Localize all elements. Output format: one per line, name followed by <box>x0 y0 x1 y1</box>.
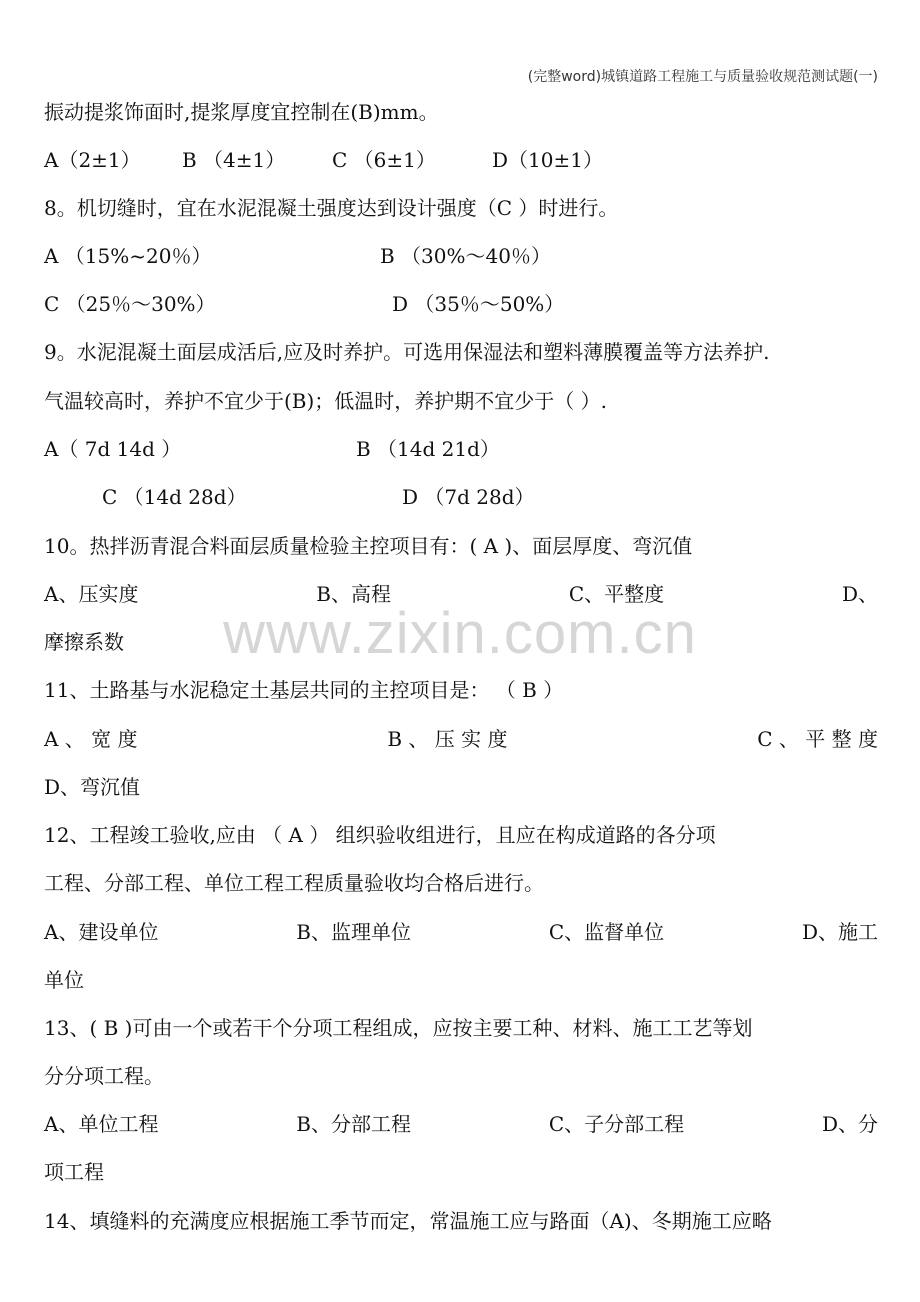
question-line: 12、工程竣工验收,应由 （ A ） 组织验收组进行，且应在构成道路的各分项 <box>44 823 716 847</box>
option-a: A （15%~20％） <box>44 244 212 268</box>
option-c: C 、 平 整 度 <box>757 727 878 751</box>
question-line: 项工程 <box>44 1160 104 1184</box>
option-c: C （6±1） <box>332 148 436 172</box>
option-b: B、分部工程 <box>296 1112 411 1136</box>
question-line: 8。机切缝时，宜在水泥混凝土强度达到设计强度（C ）时进行。 <box>44 196 619 220</box>
option-c: C （14d 28d） <box>102 485 247 509</box>
option-a: A 、 宽 度 <box>44 727 138 751</box>
question-line: 14、填缝料的充满度应根据施工季节而定，常温施工应与路面（A)、冬期施工应略 <box>44 1209 772 1233</box>
option-c: C、子分部工程 <box>548 1112 685 1136</box>
option-a: A、建设单位 <box>44 920 159 944</box>
question-line: 摩擦系数 <box>44 630 124 654</box>
option-b: B （30%～40％） <box>380 244 551 268</box>
question-line: 工程、分部工程、单位工程工程质量验收均合格后进行。 <box>44 871 544 895</box>
option-a: A（ 7d 14d ） <box>44 437 182 461</box>
option-d: D、 <box>841 582 878 606</box>
option-b: B、高程 <box>316 582 391 606</box>
option-a: A、单位工程 <box>44 1112 159 1136</box>
option-d: D （35％～50%） <box>392 292 565 316</box>
option-a: A（2±1） <box>44 148 141 172</box>
question-line: 气温较高时，养护不宜少于(B)；低温时，养护期不宜少于（ ）. <box>44 389 608 413</box>
option-d: D、施工 <box>801 920 878 944</box>
option-a: A、压实度 <box>44 582 139 606</box>
options-row <box>44 727 878 751</box>
option-d: D、分 <box>821 1112 878 1136</box>
question-line: 10。热拌沥青混合料面层质量检验主控项目有：( A )、面层厚度、弯沉值 <box>44 534 693 558</box>
question-line: 13、( B )可由一个或若干个分项工程组成，应按主要工种、材料、施工工艺等划 <box>44 1016 753 1040</box>
document-header: (完整word)城镇道路工程施工与质量验收规范测试题(一) <box>527 69 878 85</box>
option-d: D（10±1） <box>492 148 603 172</box>
question-line: D、弯沉值 <box>44 775 141 799</box>
watermark: www.zixin.com.cn <box>223 601 697 666</box>
question-line: 11、土路基与水泥稳定土基层共同的主控项目是： （ B ） <box>44 678 564 702</box>
options-row <box>44 920 878 944</box>
option-c: C （25％～30%） <box>44 292 216 316</box>
option-b: B、监理单位 <box>296 920 411 944</box>
option-c: C、监督单位 <box>548 920 665 944</box>
question-line: 单位 <box>44 968 84 992</box>
question-line: 振动提浆饰面时,提浆厚度宜控制在(B)mm。 <box>44 100 439 124</box>
options-row <box>44 1112 878 1136</box>
option-d: D （7d 28d） <box>402 485 535 509</box>
option-c: C、平整度 <box>568 582 665 606</box>
question-line: 分分项工程。 <box>44 1064 164 1088</box>
options-row <box>44 582 878 606</box>
option-b: B （14d 21d） <box>356 437 500 461</box>
question-line: 9。水泥混凝土面层成活后,应及时养护。可选用保湿法和塑料薄膜覆盖等方法养护. <box>44 340 770 364</box>
option-b: B 、 压 实 度 <box>387 727 508 751</box>
option-b: B （4±1） <box>182 148 286 172</box>
